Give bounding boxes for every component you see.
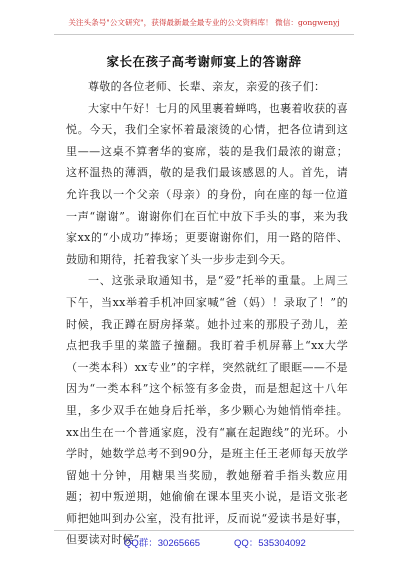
body-paragraph-1: 大家中午好！七月的风里裹着蝉鸣，也裹着收获的喜悦。今天，我们全家怀着最滚烫的心情，把各位请到这里——这桌不算奢华的宴席，装的是我们最浓的谢意；这杯温热的薄酒，敬的是我们最该感恩的人。首先，请允许我以一个父亲（母亲）的身份，向在座的每一位道一声“谢谢”。谢谢你们在百忙中放下手头的事，来为我家xx的“小成功”捧场；更要谢谢你们，用一路的陪伴、鼓励和期待，托着我家丫头一步步走到今天。 xyxy=(66,101,348,266)
footer-qq-number: QQ：535304092 xyxy=(234,538,306,549)
header-promo-text: 关注头条号"公文研究"，获得最新最全最专业的公文资料库！ 微信：gongwenyj xyxy=(68,18,340,27)
header-divider xyxy=(54,34,354,35)
footer-divider xyxy=(54,530,354,531)
document-title: 家长在孩子高考谢师宴上的答谢辞 xyxy=(106,54,302,69)
body-paragraph-2: 一、这张录取通知书，是“爱”托举的重量。上周三下午，当xx举着手机冲回家喊“爸（妈）！录取了！”的时候，我正蹲在厨房择菜。她扑过来的那股子劲儿，差点把我手里的菜篮子撞翻。我盯着手机屏幕上“xx大学（一类本科）xx专业”的字样，突然就红了眼眶——不是因为“一类本科”这个标签有多金贵，而是想起这十八年里，多少双手在她身后托举，多少颗心为她悄悄牵挂。xx出生在一个普通家庭，没有“赢在起跑线”的光环。小学时，她数学总考不到90分，是班主任王老师每天放学留她十分钟，用糖果当奖励，教她掰着手指头数应用题；初中叛逆期，她偷偷在课本里夹小说，是语文张老师把她叫到办公室，没有批评，反而说“爱读书是好事，但要读对时候” xyxy=(66,274,348,547)
greeting-paragraph: 尊敬的各位老师、长辈、亲友，亲爱的孩子们： xyxy=(88,80,326,93)
document-body xyxy=(66,76,348,551)
footer-qq-group: QQ群：30265665 xyxy=(124,538,201,549)
footer xyxy=(54,535,354,551)
